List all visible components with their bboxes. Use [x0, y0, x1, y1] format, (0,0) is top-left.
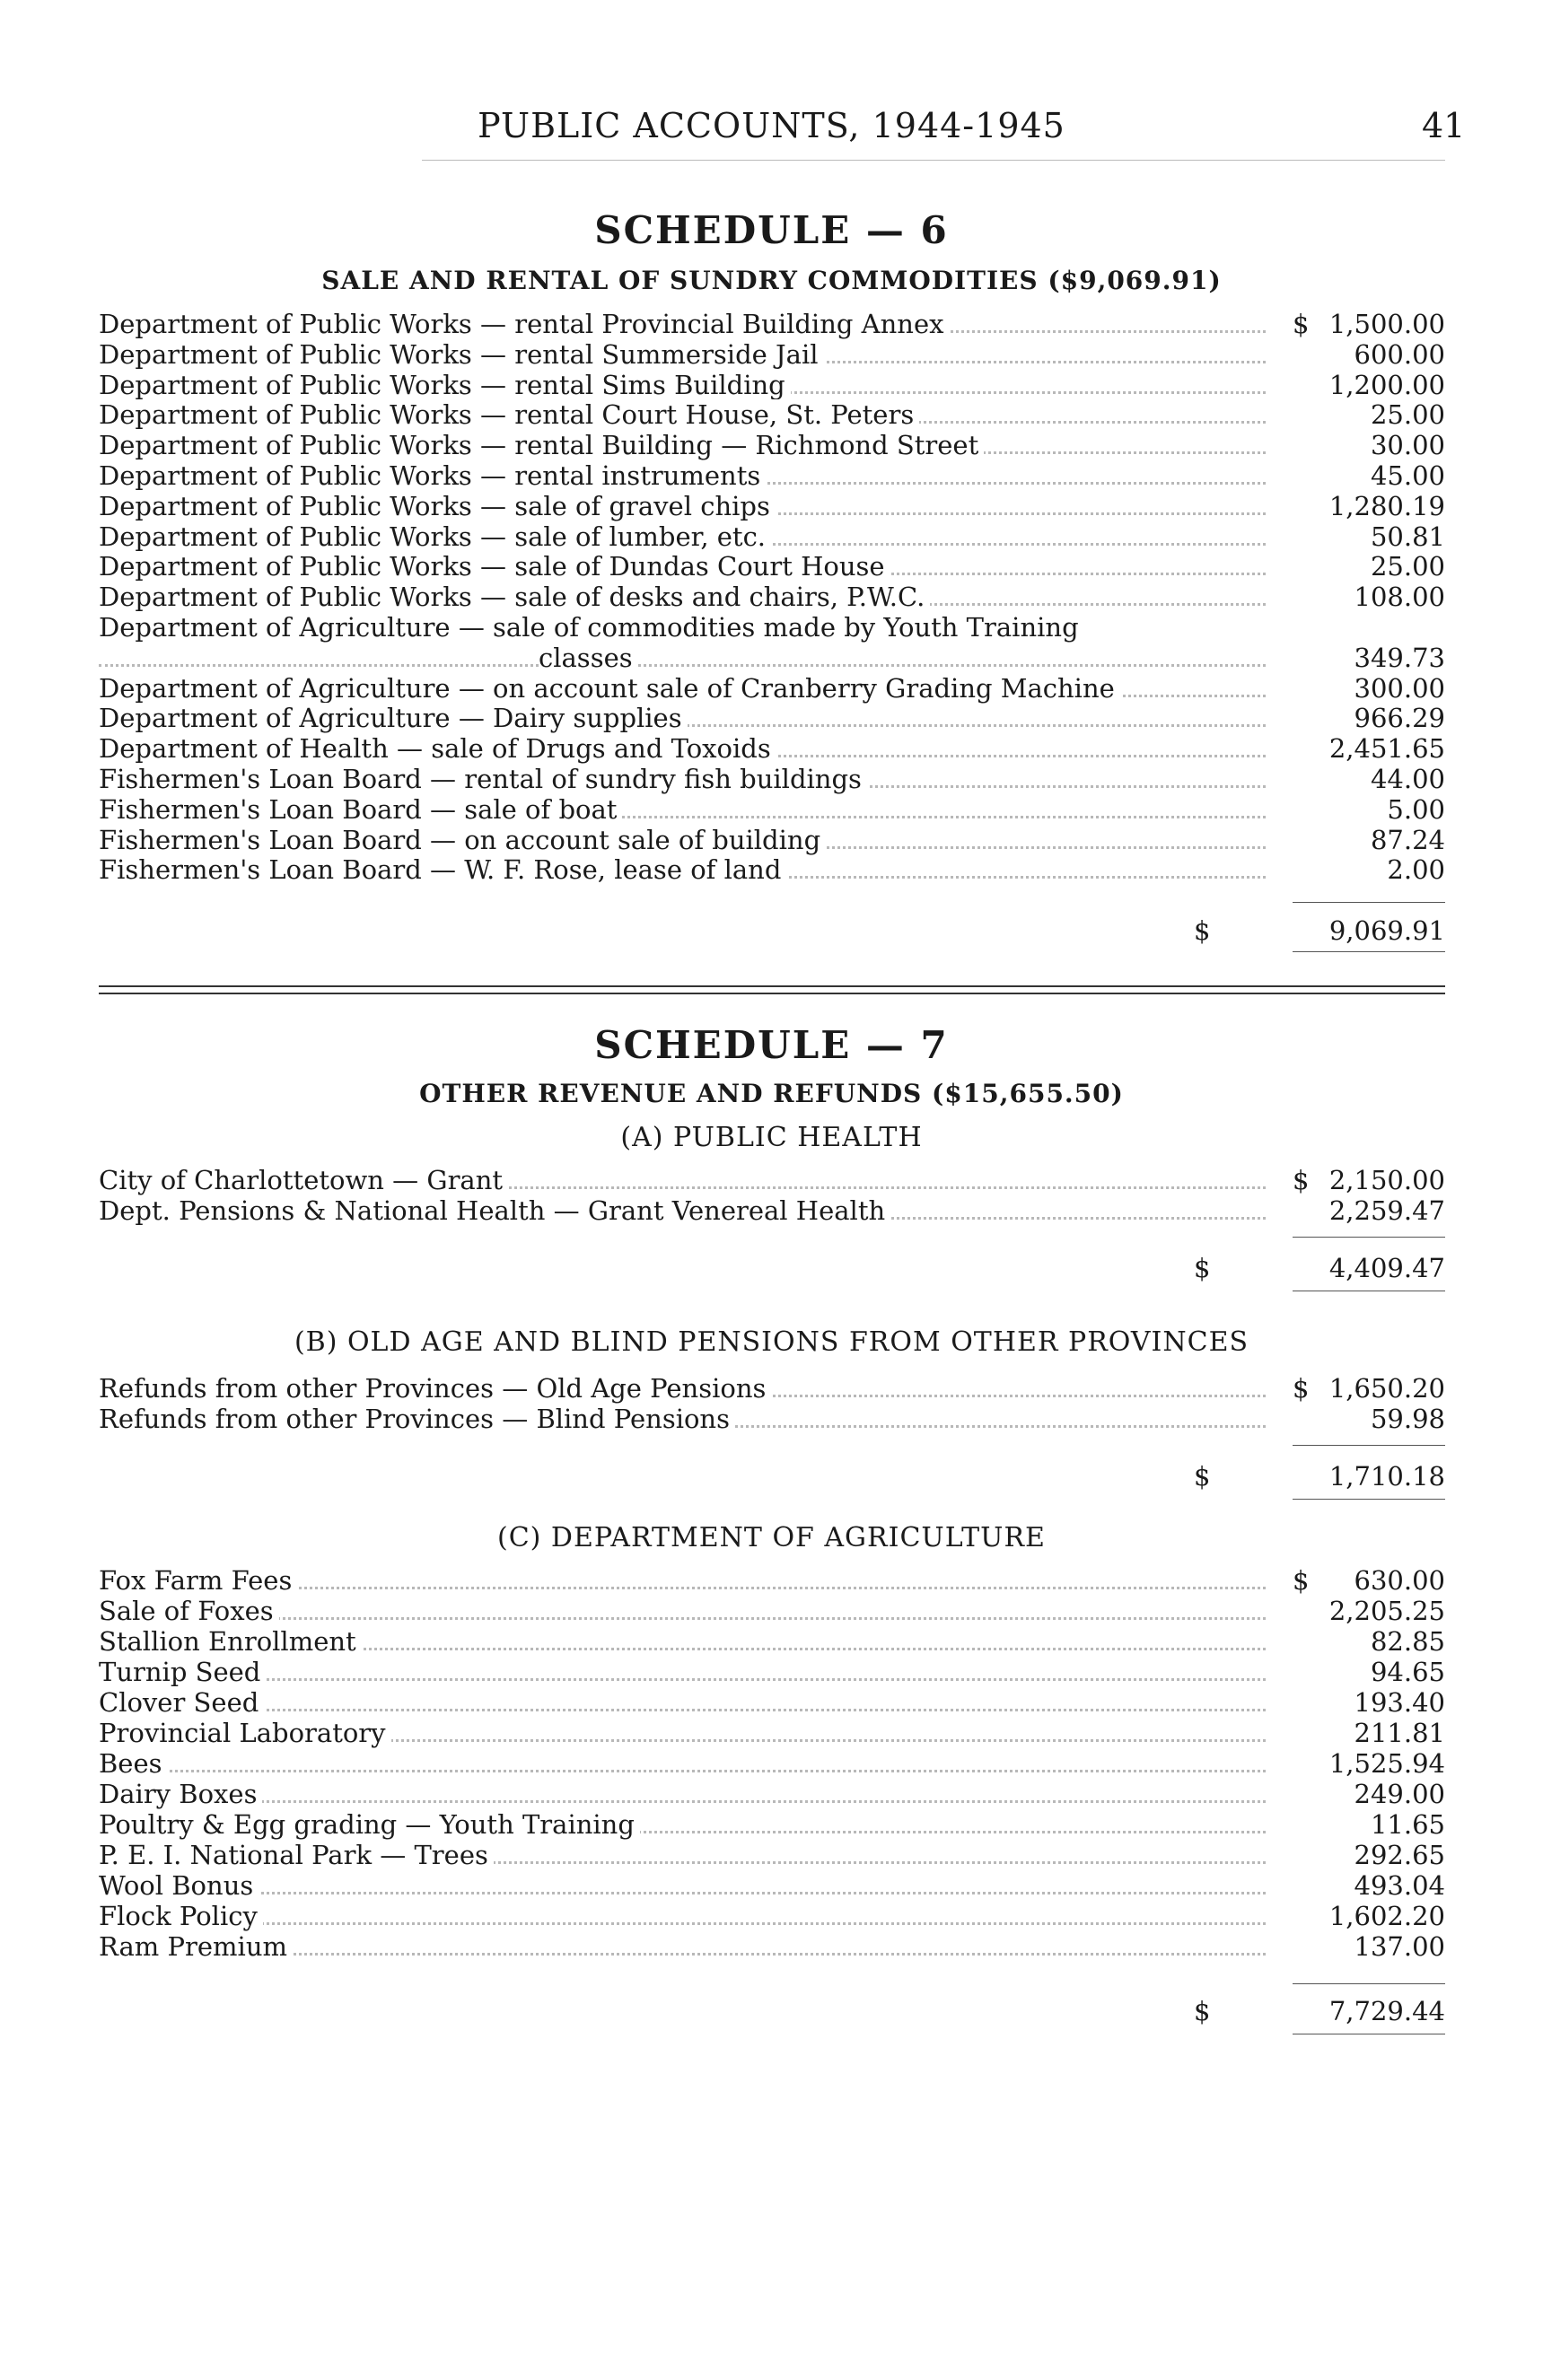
- row-amount: 1,650.20: [1328, 1373, 1445, 1404]
- schedule-7-subtitle: OTHER REVENUE AND REFUNDS ($15,655.50): [419, 1079, 1124, 1108]
- row-description: Department of Public Works — rental Provincial Building Annex: [99, 309, 949, 339]
- section-b-total: [1194, 1461, 1445, 1492]
- row-description: Fishermen's Loan Board — rental of sundry fish buildings: [99, 764, 867, 794]
- row-amount: 1,602.20: [1328, 1901, 1445, 1931]
- row-description: Clover Seed: [99, 1687, 264, 1718]
- section-a-total-rule: [1293, 1237, 1445, 1238]
- row-amount: 5.00: [1387, 793, 1445, 825]
- running-title: PUBLIC ACCOUNTS, 1944-1945: [478, 106, 1065, 145]
- row-description: Turnip Seed: [99, 1657, 266, 1687]
- total-dollar-sign: $: [1194, 915, 1211, 946]
- schedule-6-subtitle: SALE AND RENTAL OF SUNDRY COMMODITIES ($9,069.91): [321, 266, 1222, 295]
- row-amount: 2,451.65: [1328, 733, 1445, 765]
- row-description: Department of Public Works — sale of lumber, etc.: [99, 521, 771, 552]
- row-description: Department of Agriculture — Dairy supplies: [99, 703, 688, 733]
- section-c-total: [1194, 1996, 1445, 2026]
- row-amount: 193.40: [1354, 1687, 1445, 1718]
- total-amount: 9,069.91: [1328, 915, 1445, 946]
- section-divider-2: [99, 993, 1445, 994]
- row-description: Ram Premium: [99, 1931, 293, 1962]
- row-amount: 94.65: [1370, 1657, 1445, 1687]
- row-amount: 600.00: [1354, 338, 1445, 370]
- row-amount: 59.98: [1370, 1404, 1445, 1434]
- schedule-6-title: SCHEDULE — 6: [594, 208, 949, 252]
- row-description: Department of Public Works — rental Building — Richmond Street: [99, 430, 984, 460]
- dot-leader: [99, 1742, 1266, 1772]
- table-row: [99, 854, 1445, 885]
- table-row: [99, 1404, 1445, 1434]
- table-row: [99, 1931, 1445, 1962]
- row-amount: 30.00: [1370, 430, 1445, 461]
- dot-leader: [99, 1864, 1266, 1894]
- section-c-heading: (C) DEPARTMENT OF AGRICULTURE: [497, 1522, 1046, 1553]
- total-dollar-sign: $: [1194, 1461, 1211, 1492]
- row-amount: 292.65: [1354, 1840, 1445, 1870]
- dot-leader: [99, 636, 1266, 667]
- section-b-total-underline: [1293, 1499, 1445, 1500]
- schedule-6-total-underline: [1293, 951, 1445, 952]
- total-dollar-sign: $: [1194, 1996, 1211, 2026]
- row-amount: 211.81: [1354, 1718, 1445, 1748]
- row-amount: 44.00: [1370, 764, 1445, 794]
- row-amount: 2,205.25: [1328, 1596, 1445, 1626]
- row-description: Bees: [99, 1748, 168, 1779]
- row-dollar-sign: $: [1293, 309, 1310, 339]
- row-description: Department of Public Works — rental Court House, St. Peters: [99, 399, 919, 430]
- row-dollar-sign: $: [1293, 1165, 1310, 1195]
- row-description: City of Charlottetown — Grant: [99, 1165, 508, 1195]
- schedule-6-total: [1194, 915, 1445, 946]
- header-rule: [422, 160, 1445, 161]
- row-description: Sale of Foxes: [99, 1596, 279, 1626]
- row-description: Department of Health — sale of Drugs and Toxoids: [99, 733, 776, 764]
- row-description: Dairy Boxes: [99, 1779, 262, 1809]
- row-amount: 493.04: [1354, 1870, 1445, 1901]
- row-amount: 137.00: [1354, 1931, 1445, 1962]
- row-amount: 1,525.94: [1328, 1748, 1445, 1779]
- row-description: Department of Public Works — rental instruments: [99, 460, 766, 491]
- row-description: Department of Public Works — sale of Dundas Court House: [99, 551, 890, 582]
- row-amount: 2,259.47: [1328, 1195, 1445, 1226]
- row-description: Department of Agriculture — sale of commodities made by Youth Training: [99, 612, 1084, 643]
- row-description: Department of Public Works — rental Sims Building: [99, 370, 791, 400]
- row-description: Department of Public Works — rental Summerside Jail: [99, 339, 824, 370]
- table-row: [99, 582, 1445, 612]
- row-description: Stallion Enrollment: [99, 1626, 362, 1657]
- row-description: Department of Public Works — sale of desks and chairs, P.W.C.: [99, 582, 930, 612]
- row-description: Fishermen's Loan Board — W. F. Rose, lease of land: [99, 854, 786, 885]
- schedule-7-title: SCHEDULE — 7: [594, 1023, 949, 1067]
- schedule-6-total-rule: [1293, 902, 1445, 903]
- row-description: Department of Agriculture — on account sale of Cranberry Grading Machine: [99, 673, 1120, 704]
- page-number: 41: [1422, 106, 1466, 145]
- row-amount: 25.00: [1370, 551, 1445, 582]
- section-b-total-rule: [1293, 1445, 1445, 1446]
- row-description: classes: [539, 643, 638, 673]
- row-amount: 1,500.00: [1328, 309, 1445, 339]
- section-divider: [99, 985, 1445, 987]
- row-amount: 349.73: [1354, 642, 1445, 673]
- row-amount: 82.85: [1370, 1626, 1445, 1657]
- row-amount: 108.00: [1354, 582, 1445, 613]
- row-amount: 300.00: [1354, 672, 1445, 704]
- row-dollar-sign: $: [1293, 1373, 1310, 1404]
- row-amount: 87.24: [1370, 824, 1445, 855]
- total-amount: 4,409.47: [1328, 1253, 1445, 1283]
- section-a-total: [1194, 1253, 1445, 1283]
- row-amount: 45.00: [1370, 460, 1445, 491]
- dot-leader: [99, 1894, 1266, 1925]
- row-description: Refunds from other Provinces — Blind Pensions: [99, 1404, 735, 1434]
- row-dollar-sign: $: [1293, 1565, 1310, 1596]
- row-description: Provincial Laboratory: [99, 1718, 391, 1748]
- section-b-heading: (B) OLD AGE AND BLIND PENSIONS FROM OTHER PROVINCES: [294, 1326, 1249, 1358]
- row-description: Fox Farm Fees: [99, 1565, 297, 1596]
- row-description: Refunds from other Provinces — Old Age Pensions: [99, 1373, 771, 1404]
- row-description: Poultry & Egg grading — Youth Training: [99, 1809, 640, 1840]
- row-amount: 2,150.00: [1328, 1165, 1445, 1195]
- row-amount: 630.00: [1354, 1565, 1445, 1596]
- row-description: Fishermen's Loan Board — sale of boat: [99, 794, 622, 825]
- row-description: Flock Policy: [99, 1901, 263, 1931]
- row-description: Fishermen's Loan Board — on account sale of building: [99, 825, 826, 855]
- section-a-heading: (A) PUBLIC HEALTH: [620, 1122, 923, 1153]
- total-amount: 7,729.44: [1328, 1996, 1445, 2026]
- row-amount: 25.00: [1370, 399, 1445, 431]
- row-amount: 1,200.00: [1328, 369, 1445, 400]
- section-c-total-rule: [1293, 1983, 1445, 1984]
- dot-leader: [99, 1681, 1266, 1711]
- total-amount: 1,710.18: [1328, 1461, 1445, 1492]
- row-description: Dept. Pensions & National Health — Grant Venereal Health: [99, 1195, 890, 1226]
- row-amount: 966.29: [1354, 703, 1445, 734]
- row-description: Department of Public Works — sale of gravel chips: [99, 491, 776, 521]
- row-amount: 11.65: [1370, 1809, 1445, 1840]
- row-description: Wool Bonus: [99, 1870, 259, 1901]
- dot-leader: [99, 1772, 1266, 1803]
- total-dollar-sign: $: [1194, 1253, 1211, 1283]
- row-amount: 1,280.19: [1328, 490, 1445, 521]
- dot-leader: [99, 1650, 1266, 1681]
- row-amount: 249.00: [1354, 1779, 1445, 1809]
- row-amount: 50.81: [1370, 521, 1445, 552]
- row-description: P. E. I. National Park — Trees: [99, 1840, 494, 1870]
- table-row: [99, 1195, 1445, 1226]
- row-amount: 2.00: [1387, 854, 1445, 886]
